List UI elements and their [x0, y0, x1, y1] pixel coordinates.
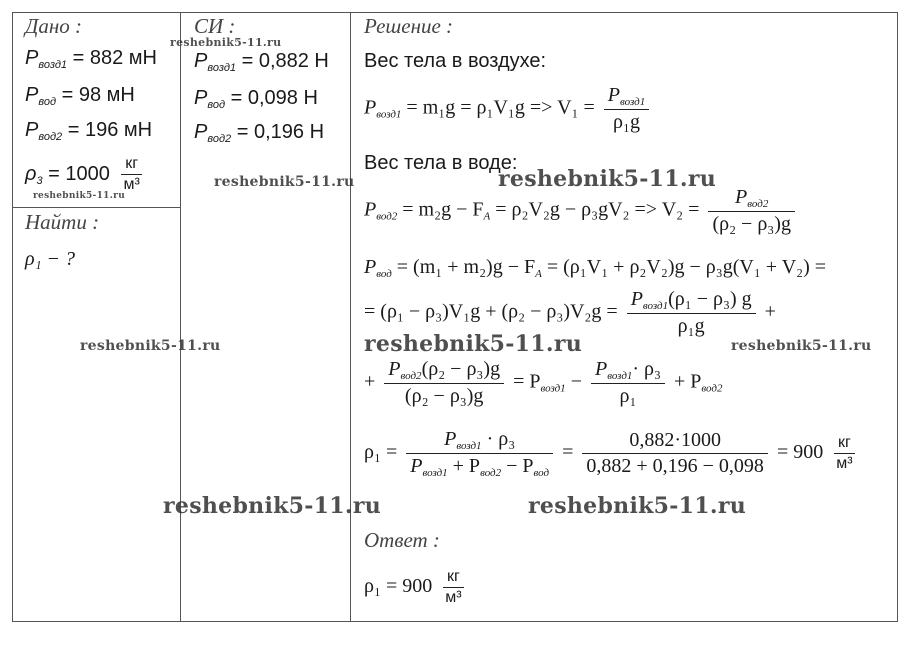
header-given: Дано :	[25, 14, 83, 38]
eq6-fraction-numeric: $\frac{0,882\cdot 1000}{0,882 + 0,196 - 0,098}$	[582, 429, 768, 478]
si-p-water: $P_{вод} = 0,098$ Н	[194, 87, 318, 111]
watermark: reshebnik5-11.ru	[498, 166, 717, 192]
eq6-unit: кг м³	[836, 434, 853, 472]
table-left-border	[12, 12, 13, 622]
given-find-divider	[12, 207, 181, 208]
air-fraction: $\frac{P_{возд1}}{\text{ρ₁g}}$	[604, 84, 649, 134]
watermark: reshebnik5-11.ru	[214, 174, 355, 190]
header-answer: Ответ :	[364, 528, 440, 552]
table-col-divider-2	[350, 12, 351, 622]
find-rho1: ρ₁ − ?	[25, 248, 76, 270]
solution-eq2: $P_{вод2} = m_2g - F_A = \rho_2V_2g - \rho_3gV_2 => V_2$ = $\frac{P_{вод2}}{\text{(ρ₂ − ρ₃)g}}$	[364, 186, 799, 236]
header-si: СИ :	[194, 14, 236, 38]
given-rho3-unit: кг м³	[123, 155, 140, 193]
given-p-water2: $P_{вод2} = 196$ мН	[25, 119, 153, 143]
si-p-air: $P_{возд1} = 0,882$ Н	[194, 50, 329, 74]
table-bottom-border	[12, 621, 898, 622]
solution-air-text: Вес тела в воздухе:	[364, 50, 547, 72]
given-p-air: $P_{возд1} = 882$ мН	[25, 47, 157, 71]
si-p-water2: $P_{вод2} = 0,196$ Н	[194, 121, 325, 145]
table-right-border	[897, 12, 898, 622]
eq5-fraction-2: $\frac{P_{возд1}\cdot \rho_3}{\text{ρ₁}}$	[591, 358, 665, 408]
watermark: reshebnik5-11.ru	[33, 191, 126, 201]
given-rho3: $\rho_3 = 1000$ кг м³	[25, 155, 140, 193]
header-solution: Решение :	[364, 14, 454, 38]
eq5-fraction: $\frac{P_{вод2}(\rho_2 - \rho_3)g}{\text{(ρ₂ − ρ₃)g}}$	[384, 358, 504, 408]
solution-eq3: $P_{вод} = (m_1 + m_2)g - F_A = (\rho_1V_1 + \rho_2V_2)g - \rho_3g(V_1 + V_2)$ =	[364, 256, 827, 280]
eq2-fraction: $\frac{P_{вод2}}{\text{(ρ₂ − ρ₃)g}}$	[708, 186, 795, 236]
watermark: reshebnik5-11.ru	[364, 331, 583, 357]
eq6-fraction-symbolic: $\frac{P_{возд1} \cdot \rho_3}{P_{возд1} + P_{вод2} - P_{вод}}$	[406, 428, 553, 479]
eq4-fraction: $\frac{P_{возд1}(\rho_1 - \rho_3) g}{\text{ρ₁g}}$	[627, 288, 756, 338]
header-find: Найти :	[25, 210, 100, 234]
answer-value: ρ₁ = 900 кг м³	[364, 568, 462, 606]
solution-eq5: + $\frac{P_{вод2}(\rho_2 - \rho_3)g}{\text{(ρ₂ − ρ₃)g}}$ = $P_{возд1}$ − $\frac{P_{возд1}\cdot \rho_3}{\text{ρ₁}}$ + $P_{вод2}$	[364, 358, 723, 407]
solution-eq4: = (ρ₁ − ρ₃)V₁g + (ρ₂ − ρ₃)V₂g = $\frac{P_{возд1}(\rho_1 - \rho_3) g}{\text{ρ₁g}}$ +	[364, 288, 776, 337]
answer-unit: кг м³	[445, 568, 462, 606]
watermark: reshebnik5-11.ru	[731, 338, 872, 354]
watermark: reshebnik5-11.ru	[170, 36, 282, 49]
given-p-water: $P_{вод} = 98$ мН	[25, 84, 135, 108]
table-col-divider-1	[180, 12, 181, 622]
solution-water-text: Вес тела в воде:	[364, 152, 518, 174]
watermark: reshebnik5-11.ru	[528, 493, 747, 519]
table-top-border	[12, 12, 898, 13]
solution-eq6: ρ₁ = $\frac{P_{возд1} \cdot \rho_3}{P_{возд1} + P_{вод2} - P_{вод}}$ = $\frac{0,882\cdot 1000}{0,882 + 0,196 - 0,098}$ = 900 кг м³	[364, 428, 853, 479]
solution-air-formula: $P_{возд1} = m_1g = \rho_1V_1g => V_1$ = $\frac{P_{возд1}}{\text{ρ₁g}}$	[364, 84, 653, 134]
watermark: reshebnik5-11.ru	[80, 338, 221, 354]
watermark: reshebnik5-11.ru	[163, 493, 382, 519]
